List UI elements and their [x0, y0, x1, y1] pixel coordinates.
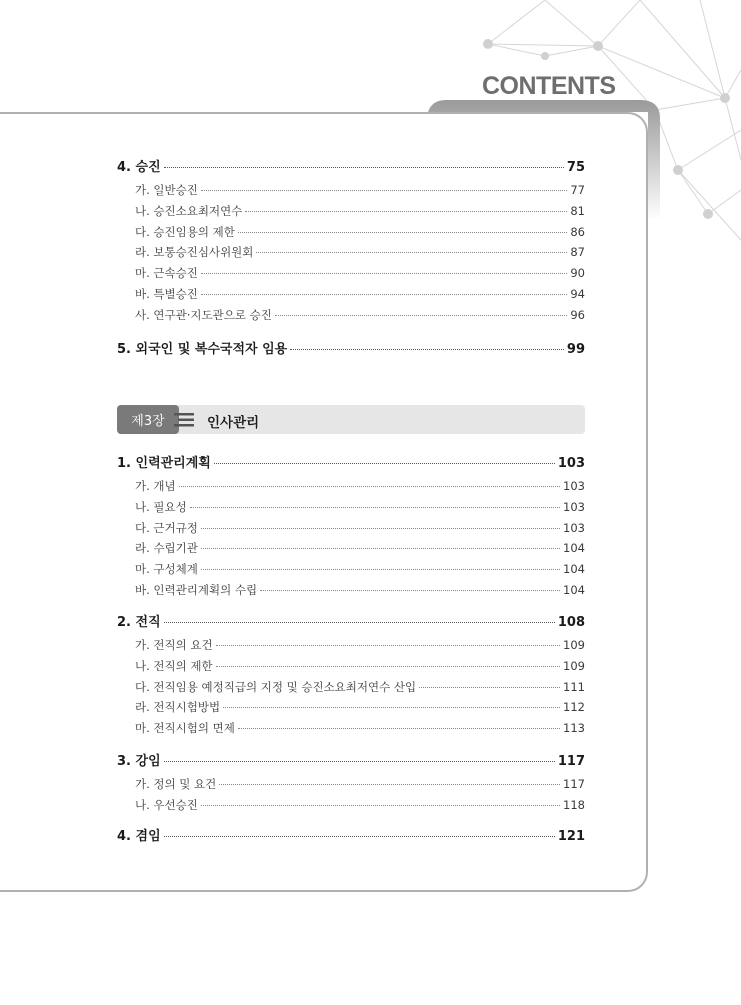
toc-entry-label: 나. 전직의 제한: [135, 658, 213, 673]
toc-page-number: 103: [557, 456, 585, 471]
toc-subsection-entry[interactable]: [117, 201, 585, 222]
dot-leader: [201, 805, 560, 806]
toc-entry-label: 3. 강임: [117, 754, 161, 769]
toc-page-number: 94: [570, 286, 585, 301]
toc-subsection-entry[interactable]: [117, 580, 585, 601]
toc-subsection-entry[interactable]: [117, 718, 585, 739]
dot-leader: [201, 273, 568, 274]
toc-entry-label: 가. 일반승진: [135, 183, 198, 197]
dot-leader: [275, 315, 568, 316]
toc-page-number: 99: [566, 342, 585, 357]
toc-section-entry[interactable]: [117, 155, 585, 180]
toc-page-number: 103: [563, 479, 585, 493]
contents-title: CONTENTS: [482, 72, 616, 100]
toc-entry-label: 라. 보통승진심사위원회: [135, 245, 254, 260]
toc-entry-label: 2. 전직: [117, 615, 161, 630]
toc-entry-label: 4. 승진: [117, 160, 161, 175]
toc-page-number: 81: [570, 203, 585, 218]
toc-page-number: 111: [563, 679, 585, 694]
chapter-lines-icon: [174, 413, 194, 427]
dot-leader: [216, 645, 560, 646]
toc-subsection-entry[interactable]: [117, 559, 585, 580]
toc-page-number: 104: [563, 562, 585, 577]
toc-block-promotion: [117, 155, 585, 326]
toc-page-number: 108: [557, 615, 585, 630]
toc-page-number: 90: [570, 266, 585, 281]
dot-leader: [419, 687, 560, 688]
toc-subsection-entry[interactable]: [117, 518, 585, 539]
chapter-badge: 제3장: [117, 405, 179, 434]
toc-entry-label: 다. 근거규정: [135, 520, 198, 535]
toc-entry-label: 4. 겸임: [117, 829, 161, 844]
toc-page-number: 103: [563, 499, 585, 514]
toc-entry-label: 다. 전직임용 예정직급의 지정 및 승진소요최저연수 산입: [135, 679, 417, 694]
toc-subsection-entry[interactable]: [117, 305, 585, 326]
dot-leader: [245, 211, 567, 212]
toc-subsection-entry[interactable]: [117, 497, 585, 518]
toc-entry-label: 가. 정의 및 요건: [135, 777, 217, 791]
toc-block-concurrent: [117, 824, 585, 849]
toc-entry-label: 마. 전직시험의 면제: [135, 721, 235, 736]
toc-page-number: 103: [563, 520, 585, 535]
toc-subsection-entry[interactable]: [117, 284, 585, 305]
toc-entry-label: 라. 전직시험방법: [135, 700, 221, 715]
chapter-header: [117, 405, 585, 434]
toc-entry-label: 사. 연구관·지도관으로 승진: [135, 307, 272, 322]
toc-entry-label: 1. 인력관리계획: [117, 456, 211, 471]
toc-page-number: 104: [563, 541, 585, 556]
toc-entry-label: 다. 승진임용의 제한: [135, 224, 235, 239]
toc-section-entry[interactable]: [117, 824, 585, 849]
chapter-title: 인사관리: [207, 415, 260, 431]
toc-page-number: 112: [563, 700, 585, 715]
toc-subsection-entry[interactable]: [117, 795, 585, 816]
toc-entry-label: 가. 개념: [135, 479, 176, 493]
toc-block-manpower: [117, 451, 585, 601]
dot-leader: [223, 707, 560, 708]
dot-leader: [256, 252, 567, 253]
dot-leader: [238, 232, 568, 233]
toc-block-demotion: [117, 749, 585, 816]
toc-entry-label: 마. 근속승진: [135, 266, 198, 281]
toc-section-entry[interactable]: [117, 451, 585, 476]
toc-subsection-entry[interactable]: [117, 677, 585, 698]
toc-entry-label: 바. 인력관리계획의 수립: [135, 582, 258, 597]
toc-entry-label: 나. 우선승진: [135, 797, 198, 812]
toc-page-number: 77: [570, 183, 585, 197]
toc-page-number: 118: [563, 797, 585, 812]
toc-entry-label: 라. 수립기관: [135, 541, 198, 556]
toc-subsection-entry[interactable]: [117, 180, 585, 201]
toc-subsection-entry[interactable]: [117, 263, 585, 284]
toc-entry-label: 나. 승진소요최저연수: [135, 203, 243, 218]
dot-leader: [238, 728, 560, 729]
toc-page-number: 121: [557, 829, 585, 844]
toc-subsection-entry[interactable]: [117, 635, 585, 656]
toc-entry-label: 나. 필요성: [135, 499, 187, 514]
dot-leader: [164, 761, 555, 762]
toc-page-number: 113: [563, 721, 585, 736]
toc-subsection-entry[interactable]: [117, 538, 585, 559]
dot-leader: [190, 507, 560, 508]
dot-leader: [179, 486, 560, 487]
dot-leader: [201, 190, 568, 191]
dot-leader: [201, 548, 560, 549]
toc-block-transfer: [117, 610, 585, 739]
toc-page-number: 117: [557, 754, 585, 769]
dot-leader: [164, 167, 564, 168]
dot-leader: [219, 784, 560, 785]
toc-subsection-entry[interactable]: [117, 242, 585, 263]
dot-leader: [214, 463, 555, 464]
dot-leader: [216, 666, 560, 667]
dot-leader: [164, 836, 555, 837]
toc-subsection-entry[interactable]: [117, 697, 585, 718]
dot-leader: [164, 622, 555, 623]
toc-page-number: 117: [563, 777, 585, 791]
toc-subsection-entry[interactable]: [117, 656, 585, 677]
toc-page-number: 96: [570, 307, 585, 322]
toc-subsection-entry[interactable]: [117, 222, 585, 243]
toc-entry-label: 마. 구성체계: [135, 562, 198, 577]
toc-subsection-entry[interactable]: [117, 476, 585, 497]
toc-section-entry[interactable]: [117, 749, 585, 774]
toc-entry-label: 가. 전직의 요건: [135, 638, 213, 652]
toc-page-number: 104: [563, 582, 585, 597]
toc-subsection-entry[interactable]: [117, 774, 585, 795]
toc-entry-label: 5. 외국인 및 복수국적자 임용: [117, 342, 288, 357]
toc-section-entry[interactable]: [117, 337, 585, 362]
toc-page-number: 75: [566, 160, 585, 175]
dot-leader: [201, 294, 568, 295]
toc-entry-label: 바. 특별승진: [135, 286, 198, 301]
toc-page-number: 109: [563, 638, 585, 652]
dot-leader: [290, 349, 564, 350]
toc-section-entry[interactable]: [117, 610, 585, 635]
toc-page-number: 86: [570, 224, 585, 239]
toc-page-number: 87: [570, 245, 585, 260]
toc-block-foreign: [117, 337, 585, 362]
dot-leader: [260, 590, 560, 591]
dot-leader: [201, 528, 560, 529]
dot-leader: [201, 569, 560, 570]
toc-page-number: 109: [563, 658, 585, 673]
